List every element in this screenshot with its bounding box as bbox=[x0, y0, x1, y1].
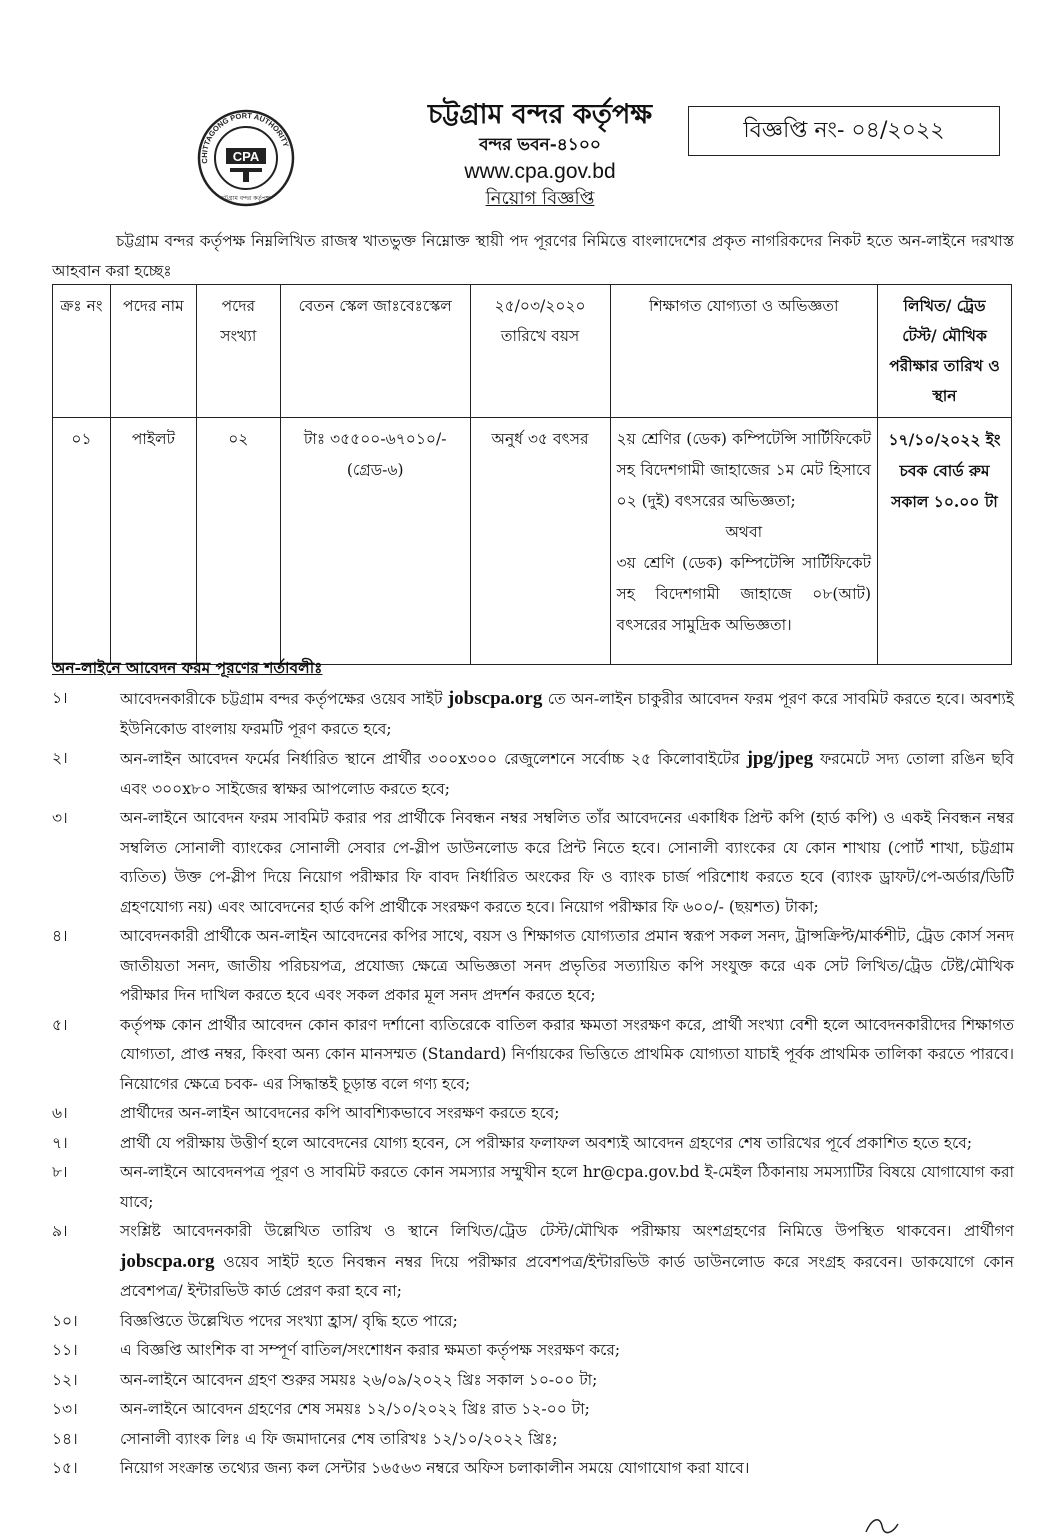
condition-number: ৭। bbox=[52, 1133, 68, 1152]
condition-number: ৮। bbox=[52, 1163, 68, 1181]
condition-item bbox=[52, 1307, 1014, 1337]
cell-post: পাইলট bbox=[110, 418, 196, 665]
condition-website-link[interactable]: jpg/jpeg bbox=[746, 748, 814, 769]
condition-item bbox=[52, 1366, 1014, 1396]
condition-text-part: এ বিজ্ঞপ্তি আংশিক বা সম্পূর্ণ বাতিল/সংশোধন করার ক্ষমতা কর্তৃপক্ষ সংরক্ষণ করে; bbox=[120, 1341, 621, 1359]
condition-number: ২। bbox=[52, 749, 68, 767]
condition-text bbox=[120, 1307, 1014, 1337]
condition-number: ৯। bbox=[52, 1222, 68, 1240]
condition-text-part: ফরমেটে সদ্য তোলা রঙিন ছবি এবং ৩০০x৮০ সাইজের স্বাক্ষর আপলোড করতে হবে; bbox=[120, 750, 1014, 798]
org-website[interactable]: www.cpa.gov.bd bbox=[464, 160, 616, 183]
condition-text bbox=[120, 1099, 1014, 1129]
condition-text-part: নিয়োগ সংক্রান্ত তথ্যের জন্য কল সেন্টার ১৬৫৬৩ নম্বরে অফিস চলাকালীন সময়ে যোগাযোগ করা যাবে। bbox=[120, 1459, 750, 1477]
qualification-option-b: ৩য় শ্রেণি (ডেক) কম্পিটেন্সি সার্টিফিকেট সহ বিদেশগামী জাহাজে ০৮(আট) বৎসরের সামুদ্রিক অভিজ্ঞতা। bbox=[616, 554, 872, 634]
condition-item bbox=[52, 1129, 1014, 1159]
qualification-or: অথবা bbox=[725, 523, 763, 541]
condition-website-link[interactable]: jobscpa.org bbox=[120, 1250, 215, 1272]
condition-text-part: আবেদনকারীকে চট্টগ্রাম বন্দর কর্তৃপক্ষের ওয়েব সাইট bbox=[120, 690, 448, 708]
condition-text-part: অন-লাইনে আবেদন গ্রহণ শুরুর সময়ঃ ২৬/০৯/২০২২ খ্রিঃ সকাল ১০-০০ টা; bbox=[120, 1370, 598, 1389]
header-age: ২৫/০৩/২০২০ তারিখে বয়স bbox=[470, 285, 610, 418]
logo-emblem-text: CPA bbox=[232, 149, 260, 164]
condition-text-part: বিজ্ঞপ্তিতে উল্লেখিত পদের সংখ্যা হ্রাস/ বৃদ্ধি হতে পারে; bbox=[120, 1311, 458, 1330]
condition-text bbox=[120, 744, 1014, 804]
condition-text bbox=[120, 1158, 1014, 1217]
condition-text bbox=[120, 1217, 1014, 1307]
intro-paragraph: চট্টগ্রাম বন্দর কর্তৃপক্ষ নিম্নলিখিত রাজস্ব খাতভুক্ত নিম্নোক্ত স্থায়ী পদ পূরণের নিমিত্তে বাংলাদেশের প্রকৃত নাগরিকদের নিকট হতে অন-লাইনে দরখাস্ত আহবান করা হচ্ছেঃ bbox=[52, 232, 1014, 280]
notice-title: নিয়োগ বিজ্ঞপ্তি bbox=[485, 188, 595, 209]
condition-text bbox=[120, 1366, 1014, 1396]
condition-text bbox=[120, 804, 1014, 922]
condition-text bbox=[120, 1011, 1014, 1100]
condition-number: ৩। bbox=[52, 809, 68, 827]
condition-text-part: অন-লাইনে আবেদন গ্রহণের শেষ সময়ঃ ১২/১০/২০২২ খ্রিঃ রাত ১২-০০ টা; bbox=[120, 1400, 590, 1418]
condition-text-part: প্রার্থীদের অন-লাইন আবেদনের কপি আবশ্যিকভাবে সংরক্ষণ করতে হবে; bbox=[120, 1104, 560, 1122]
logo-ring-text: CHITTAGONG PORT AUTHORITY bbox=[199, 111, 291, 164]
cell-scale: টাঃ ৩৫৫০০-৬৭০১০/- (গ্রেড-৬) bbox=[280, 418, 470, 665]
condition-number: ৬। bbox=[52, 1104, 68, 1122]
condition-website-link[interactable]: jobscpa.org bbox=[447, 688, 543, 709]
condition-text-part: তে অন-লাইন চাকুরীর আবেদন ফরম পূরণ করে সাবমিট করতে হবে। অবশ্যই ইউনিকোড বাংলায় ফরমটি পূরণ করতে হবে; bbox=[120, 690, 1014, 738]
condition-item bbox=[52, 804, 1014, 922]
posts-table bbox=[52, 284, 1012, 665]
notice-number-box bbox=[688, 106, 1000, 156]
logo-bottom-text: চট্টগ্রাম বন্দর কর্তৃপক্ষ bbox=[221, 195, 271, 202]
condition-item bbox=[52, 684, 1014, 744]
condition-text bbox=[120, 1395, 1014, 1425]
org-name: চট্টগ্রাম বন্দর কর্তৃপক্ষ bbox=[427, 99, 653, 130]
condition-number: ১। bbox=[52, 689, 68, 707]
header-scale: বেতন স্কেল জাঃবেঃস্কেল bbox=[280, 285, 470, 418]
condition-number: ১৪। bbox=[52, 1429, 78, 1448]
condition-number: ৫। bbox=[52, 1015, 68, 1034]
condition-number: ১১। bbox=[52, 1341, 78, 1359]
conditions-heading: অন-লাইনে আবেদন ফরম পূরণের শর্তাবলীঃ bbox=[52, 658, 323, 677]
condition-text-part: প্রার্থী যে পরীক্ষায় উত্তীর্ণ হলে আবেদনের যোগ্য হবেন, সে পরীক্ষার ফলাফল অবশ্যই আবেদন গ্রহণের শেষ তারিখের পূর্বে প্রকাশিত হতে হবে; bbox=[120, 1133, 973, 1152]
condition-item bbox=[52, 1099, 1014, 1129]
condition-item bbox=[52, 1158, 1014, 1217]
condition-text bbox=[120, 1129, 1014, 1159]
qualification-option-a: ২য় শ্রেণির (ডেক) কম্পিটেন্সি সার্টিফিকেট সহ বিদেশগামী জাহাজের ১ম মেট হিসাবে ০২ (দুই) বৎসরের অভিজ্ঞতা; bbox=[616, 430, 872, 510]
condition-text bbox=[120, 684, 1014, 744]
condition-item bbox=[52, 1454, 1014, 1484]
condition-text-part: আবেদনকারী প্রার্থীকে অন-লাইন আবেদনের কপির সাথে, বয়স ও শিক্ষাগত যোগ্যতার প্রমান স্বরূপ সকল সনদ, ট্রান্সক্রিপ্ট/মার্কশীট, ট্রেড কোর্স সনদ জাতীয়তা সনদ, জাতীয় পরিচয়পত্র, প্রযোজ্য ক্ষেত্রে অভিজ্ঞতা সনদ প্রভৃতির সত্যায়িত কপি সংযুক্ত করে এক সেট লিখিত/ট্রেড টেষ্ট/মৌখিক পরীক্ষার দিন দাখিল করতে হবে এবং সকল প্রকার মূল সনদ প্রদর্শন করতে হবে; bbox=[120, 927, 1014, 1004]
condition-text bbox=[120, 1425, 1014, 1455]
header-post: পদের নাম bbox=[110, 285, 196, 418]
condition-text-part: অন-লাইনে আবেদন ফরম সাবমিট করার পর প্রার্থীকে নিবন্ধন নম্বর সম্বলিত তাঁর আবেদনের একাধিক প্রিন্ট কপি (হার্ড কপি) ও একই নিবন্ধন নম্বর সম্বলিত সোনালী ব্যাংকের সোনালী সেবার পে-স্লীপ ডাউনলোড করে প্রিন্ট নিতে হবে। সোনালী ব্যাংকের যে কোন শাখায় (পোর্ট শাখা, চট্টগ্রাম ব্যতিত) উক্ত পে-স্লীপ দিয়ে নিয়োগ পরীক্ষার ফি বাবদ নির্ধারিত অংকের ফি ও ব্যাংক চার্জ পরিশোধ করতে হবে (ব্যাংক ড্রাফট/পে-অর্ডার/ডিটি গ্রহণযোগ্য নয়) এবং আবেদনের হার্ড কপি প্রার্থীকে সংরক্ষণ করতে হবে। নিয়োগ পরীক্ষার ফি ৬০০/- (ছয়শত) টাকা; bbox=[120, 809, 1014, 916]
condition-item bbox=[52, 922, 1014, 1011]
condition-text-part: সংশ্লিষ্ট আবেদনকারী উল্লেখিত তারিখ ও স্থানে লিখিত/ট্রেড টেস্ট/মৌখিক পরীক্ষায় অংশগ্রহণের নিমিত্তে উপস্থিত থাকবেন। প্রার্থীগণ bbox=[120, 1222, 1014, 1240]
condition-number: ১০। bbox=[52, 1311, 78, 1330]
conditions-section bbox=[52, 654, 1014, 1484]
cell-qualification bbox=[610, 418, 878, 665]
condition-text bbox=[120, 922, 1014, 1011]
header-count: পদের সংখ্যা bbox=[196, 285, 280, 418]
header-qualification: শিক্ষাগত যোগ্যতা ও অভিজ্ঞতা bbox=[610, 285, 878, 418]
condition-number: ১৩। bbox=[52, 1400, 78, 1418]
condition-item bbox=[52, 1011, 1014, 1100]
condition-text bbox=[120, 1454, 1014, 1484]
header bbox=[380, 98, 700, 212]
org-address: বন্দর ভবন-৪১০০ bbox=[479, 135, 601, 155]
table-header-row bbox=[53, 285, 1012, 418]
condition-text-part: সোনালী ব্যাংক লিঃ এ ফি জমাদানের শেষ তারিখঃ ১২/১০/২০২২ খ্রিঃ; bbox=[120, 1429, 558, 1448]
signature bbox=[862, 1512, 942, 1536]
condition-text-part: অন-লাইন আবেদন ফর্মের নির্ধারিত স্থানে প্রার্থীর ৩০০x৩০০ রেজুলেশনে সর্বোচ্চ ২৫ কিলোবাইটের bbox=[120, 750, 747, 768]
condition-number: ১৫। bbox=[52, 1459, 78, 1477]
condition-number: ৪। bbox=[52, 927, 68, 945]
conditions-list bbox=[52, 684, 1014, 1484]
notice-number: বিজ্ঞপ্তি নং- ০৪/২০২২ bbox=[743, 117, 945, 143]
header-exam: লিখিত/ ট্রেড টেস্ট/ মৌখিক পরীক্ষার তারিখ ও স্থান bbox=[878, 285, 1012, 418]
header-serial: ক্রঃ নং bbox=[53, 285, 111, 418]
cell-age: অনুর্ধ ৩৫ বৎসর bbox=[470, 418, 610, 665]
condition-item bbox=[52, 1395, 1014, 1425]
cell-count: ০২ bbox=[196, 418, 280, 665]
cpa-logo bbox=[196, 108, 296, 208]
condition-item bbox=[52, 1336, 1014, 1366]
condition-text-part: অন-লাইনে আবেদনপত্র পূরণ ও সাবমিট করতে কোন সমস্যার সম্মুখীন হলে hr@cpa.gov.bd ই-মেইল ঠিকানায় সমস্যাটির বিষয়ে যোগাযোগ করা যাবে; bbox=[120, 1163, 1014, 1211]
condition-text bbox=[120, 1336, 1014, 1366]
condition-item bbox=[52, 1425, 1014, 1455]
condition-text-part: ওয়েব সাইট হতে নিবন্ধন নম্বর দিয়ে পরীক্ষার প্রবেশপত্র/ইন্টারভিউ কার্ড ডাউনলোড করে সংগ্রহ করবেন। ডাকযোগে কোন প্রবেশপত্র/ ইন্টারভিউ কার্ড প্রেরণ করা হবে না; bbox=[120, 1252, 1014, 1300]
cell-exam: ১৭/১০/২০২২ ইং চবক বোর্ড রুম সকাল ১০.০০ টা bbox=[878, 418, 1012, 665]
cell-serial: ০১ bbox=[53, 418, 111, 665]
condition-item bbox=[52, 744, 1014, 804]
condition-item bbox=[52, 1217, 1014, 1307]
table-row bbox=[53, 418, 1012, 665]
condition-number: ১২। bbox=[52, 1370, 78, 1389]
condition-text-part: কর্তৃপক্ষ কোন প্রার্থীর আবেদন কোন কারণ দর্শানো ব্যতিরেকে বাতিল করার ক্ষমতা সংরক্ষণ করে, প্রার্থী সংখ্যা বেশী হলে আবেদনকারীদের শিক্ষাগত যোগ্যতা, প্রাপ্ত নম্বর, কিংবা অন্য কোন মানসম্মত (Standard) নির্ণায়কের ভিত্তিতে প্রাথমিক যোগ্যতা যাচাই পূর্বক প্রাথমিক তালিকা করতে পারবে। নিয়োগের ক্ষেত্রে চবক- এর সিদ্ধান্তই চূড়ান্ত বলে গণ্য হবে; bbox=[120, 1015, 1014, 1093]
